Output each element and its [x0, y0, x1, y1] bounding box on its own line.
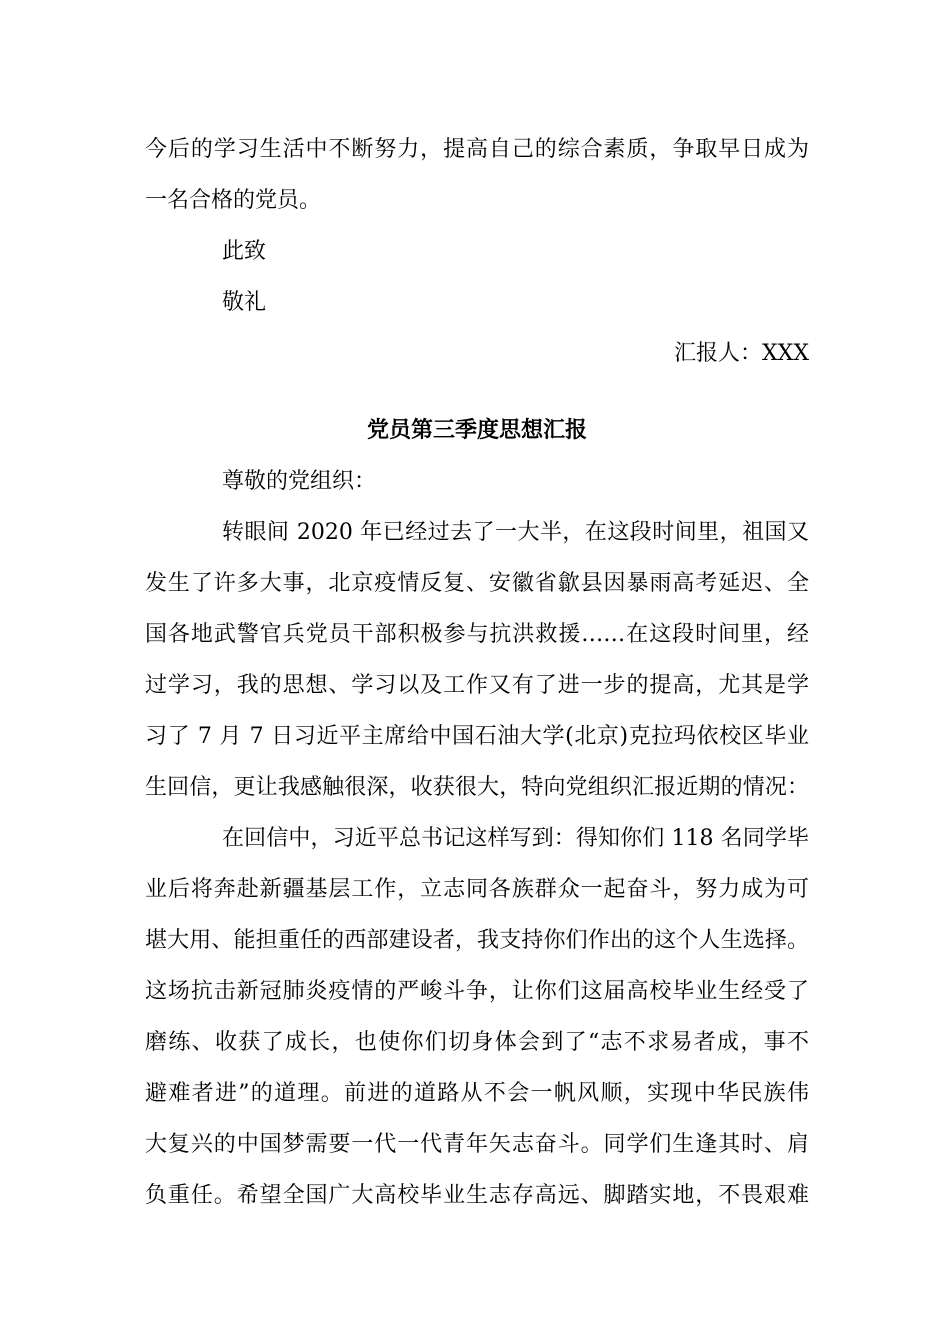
body-line: 磨练、收获了成长，也使你们切身体会到了“志不求易者成，事不	[145, 1030, 809, 1055]
body-line: 过学习，我的思想、学习以及工作又有了进一步的提高，尤其是学	[145, 673, 809, 698]
closing-regards: 敬礼	[222, 290, 267, 315]
body-line: 在回信中，习近平总书记这样写到：得知你们 118 名同学毕	[222, 826, 809, 851]
greeting: 尊敬的党组织：	[222, 469, 377, 494]
body-line: 这场抗击新冠肺炎疫情的严峻斗争，让你们这届高校毕业生经受了	[145, 979, 809, 1004]
document-title: 党员第三季度思想汇报	[366, 417, 587, 443]
body-line: 堪大用、能担重任的西部建设者，我支持你们作出的这个人生选择。	[145, 928, 809, 953]
body-line: 生回信，更让我感触很深，收获很大，特向党组织汇报近期的情况：	[145, 775, 809, 800]
body-line: 负重任。希望全国广大高校毕业生志存高远、脚踏实地，不畏艰难	[145, 1183, 809, 1208]
paragraph-1	[145, 507, 809, 813]
body-line: 大复兴的中国梦需要一代一代青年矢志奋斗。同学们生逢其时、肩	[145, 1132, 809, 1157]
body-line: 业后将奔赴新疆基层工作，立志同各族群众一起奋斗，努力成为可	[145, 877, 809, 902]
section-gap	[145, 379, 809, 405]
body-line: 习了 7 月 7 日习近平主席给中国石油大学(北京)克拉玛依校区毕业	[145, 724, 809, 749]
body-line: 转眼间 2020 年已经过去了一大半，在这段时间里，祖国又	[222, 520, 809, 545]
body-line: 国各地武警官兵党员干部积极参与抗洪救援……在这段时间里，经	[145, 622, 809, 647]
signature: 汇报人：XXX	[674, 341, 809, 366]
closing-salutation: 此致	[222, 239, 267, 264]
body-line: 一名合格的党员。	[145, 188, 322, 213]
body-line: 今后的学习生活中不断努力，提高自己的综合素质，争取早日成为	[145, 137, 809, 162]
body-line: 发生了许多大事，北京疫情反复、安徽省歙县因暴雨高考延迟、全	[145, 571, 809, 596]
body-line: 避难者进”的道理。前进的道路从不会一帆风顺，实现中华民族伟	[145, 1081, 809, 1106]
document-page	[145, 124, 809, 1221]
paragraph-2	[145, 813, 809, 1221]
